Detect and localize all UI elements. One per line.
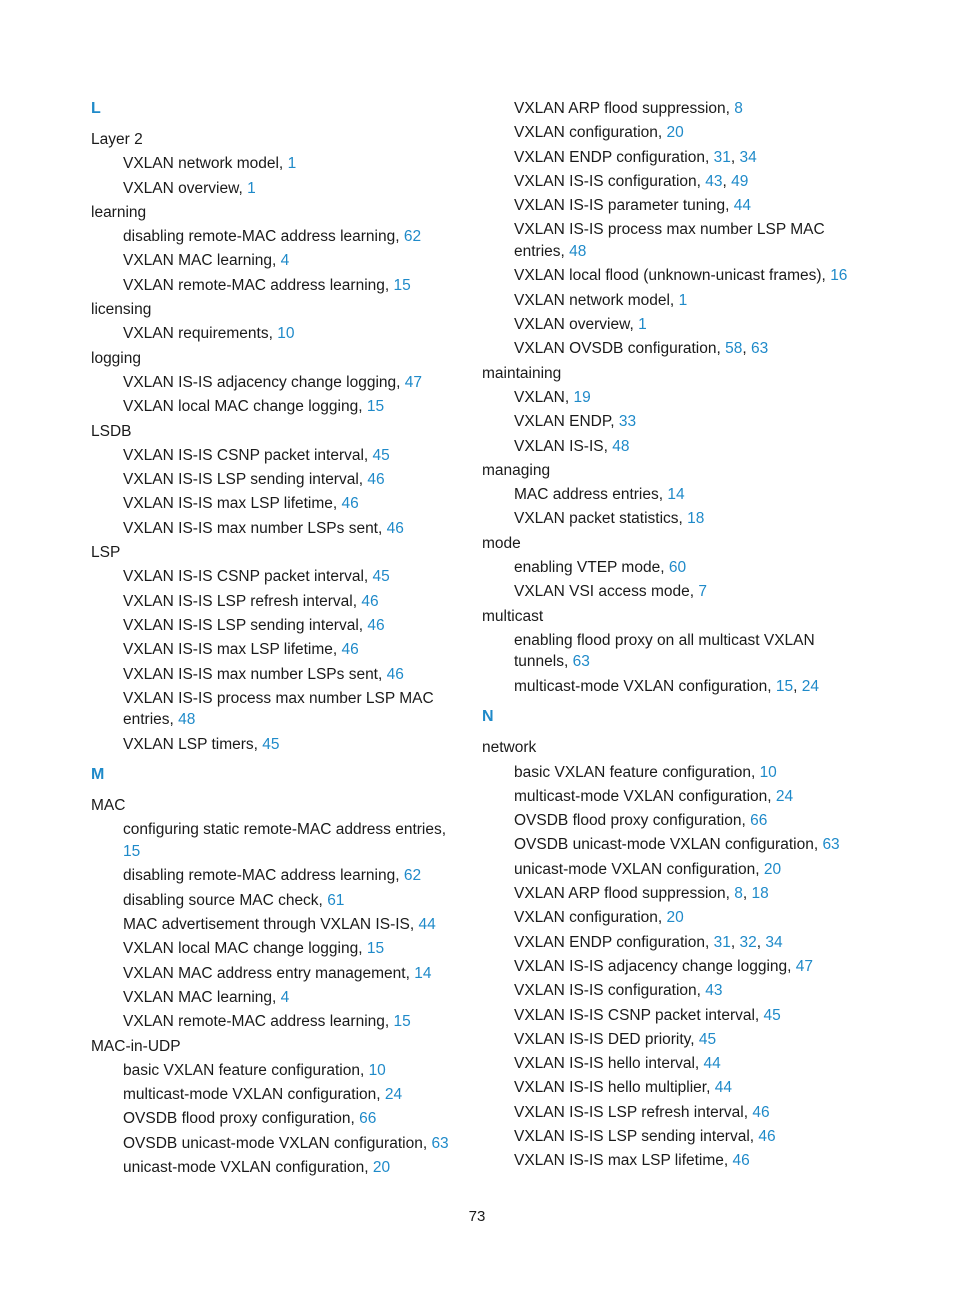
page-link[interactable]: 44 — [418, 916, 436, 934]
page-link[interactable]: 62 — [403, 867, 422, 885]
index-subentry-label: VXLAN IS-IS CSNP packet interval, — [123, 446, 369, 464]
index-subentry — [91, 962, 466, 986]
index-term: MAC — [91, 797, 126, 815]
index-subentry-label: VXLAN ENDP, — [514, 413, 615, 431]
index-subentry — [91, 590, 466, 614]
index-term: MAC-in-UDP — [91, 1037, 181, 1055]
index-subentry — [482, 629, 857, 675]
page-link[interactable]: 47 — [404, 373, 423, 391]
index-term: multicast — [482, 607, 544, 625]
index-term: logging — [91, 349, 141, 367]
page-link[interactable]: 49 — [731, 172, 749, 190]
page-link[interactable]: 8 — [734, 100, 743, 117]
index-subentry — [482, 1076, 857, 1100]
page-link[interactable]: 31 — [713, 148, 731, 166]
page-link[interactable]: 18 — [751, 885, 769, 903]
index-subentry — [482, 483, 857, 507]
index-subentry-label: OVSDB unicast-mode VXLAN configuration, — [123, 1134, 428, 1152]
index-subentry-label: VXLAN IS-IS max LSP lifetime, — [123, 641, 338, 659]
index-subentry — [91, 152, 466, 176]
page-link[interactable]: 48 — [178, 711, 196, 729]
page-link[interactable]: 46 — [361, 592, 379, 610]
page-separator: , — [756, 933, 766, 951]
page-link[interactable]: 20 — [372, 1158, 391, 1176]
page-link[interactable]: 44 — [703, 1055, 721, 1073]
index-subentry — [91, 614, 466, 638]
index-subentry — [482, 1101, 857, 1125]
index-subentry-label: VXLAN IS-IS CSNP packet interval, — [514, 1006, 760, 1024]
page-link[interactable]: 14 — [667, 486, 685, 504]
index-subentry — [91, 177, 466, 201]
index-subentry-label: disabling remote-MAC address learning, — [123, 867, 400, 885]
index-subentry — [91, 733, 466, 757]
page-link[interactable]: 4 — [280, 988, 290, 1006]
page-link[interactable]: 62 — [403, 228, 422, 246]
page-link[interactable]: 47 — [795, 957, 814, 975]
index-letter-heading: L — [91, 100, 101, 117]
index-subentry-label: VXLAN IS-IS hello multiplier, — [514, 1079, 711, 1097]
index-subentry-label: VXLAN IS-IS parameter tuning, — [514, 197, 730, 215]
index-subentry-label: VXLAN ARP flood suppression, — [514, 885, 730, 903]
page-link[interactable]: 63 — [431, 1134, 449, 1152]
page-link[interactable]: 20 — [666, 124, 684, 142]
index-term: managing — [482, 461, 551, 479]
index-subentry — [482, 170, 857, 194]
index-term: network — [482, 739, 537, 757]
page-link[interactable]: 63 — [572, 653, 590, 671]
page-link[interactable]: 46 — [367, 471, 385, 489]
page-link[interactable]: 44 — [733, 197, 751, 215]
index-subentry-label: VXLAN network model, — [123, 155, 284, 173]
index-subentry-label: multicast-mode VXLAN configuration, — [514, 677, 772, 695]
page-link[interactable]: 8 — [734, 885, 743, 903]
index-term: licensing — [91, 301, 152, 319]
index-subentry — [91, 663, 466, 687]
page-link[interactable]: 19 — [573, 388, 591, 406]
index-subentry — [91, 889, 466, 913]
page-link[interactable]: 33 — [618, 413, 637, 431]
index-subentry-label: VXLAN IS-IS LSP sending interval, — [514, 1127, 755, 1145]
index-subentry — [91, 913, 466, 937]
page-link[interactable]: 32 — [739, 933, 757, 951]
index-subentry — [482, 289, 857, 313]
index-subentry-label: VXLAN MAC learning, — [123, 988, 277, 1006]
page-link[interactable]: 1 — [247, 179, 256, 197]
page-link[interactable]: 66 — [750, 812, 768, 830]
index-subentry-label: unicast-mode VXLAN configuration, — [123, 1158, 369, 1176]
page-link[interactable]: 31 — [713, 933, 731, 951]
index-subentry-label: multicast-mode VXLAN configuration, — [123, 1086, 381, 1104]
index-subentry — [482, 146, 857, 170]
index-subentry-label: VXLAN local MAC change logging, — [123, 940, 363, 958]
index-subentry-label: multicast-mode VXLAN configuration, — [514, 787, 772, 805]
index-term: maintaining — [482, 364, 562, 382]
index-subentry-label: VXLAN, — [514, 388, 570, 406]
index-subentry — [482, 833, 857, 857]
index-subentry-label: VXLAN IS-IS LSP refresh interval, — [514, 1103, 749, 1121]
page-link[interactable]: 20 — [763, 860, 782, 878]
page-link[interactable]: 45 — [372, 446, 390, 464]
index-subentry-label: VXLAN overview, — [514, 316, 634, 334]
index-subentry-label: VXLAN IS-IS LSP refresh interval, — [123, 592, 358, 610]
index-subentry — [482, 194, 857, 218]
index-subentry-label: VXLAN IS-IS process max number LSP MAC entries, — [123, 689, 434, 729]
page-link[interactable]: 15 — [366, 940, 385, 958]
index-subentry-label: VXLAN VSI access mode, — [514, 583, 695, 601]
index-letter-heading: N — [482, 708, 494, 726]
index-subentry-label: configuring static remote-MAC address entries, — [123, 821, 447, 839]
index-subentry-label: VXLAN IS-IS DED priority, — [514, 1030, 695, 1048]
index-subentry-label: unicast-mode VXLAN configuration, — [514, 860, 760, 878]
index-subentry — [91, 687, 466, 733]
page-link[interactable]: 34 — [739, 148, 757, 166]
index-term: Layer 2 — [91, 131, 143, 148]
index-subentry-label: VXLAN LSP timers, — [123, 735, 258, 753]
index-subentry — [91, 986, 466, 1010]
index-subentry-label: MAC advertisement through VXLAN IS-IS, — [123, 916, 415, 934]
page-link[interactable]: 43 — [705, 172, 723, 190]
index-column-left — [91, 97, 466, 1180]
index-subentry-label: VXLAN IS-IS max LSP lifetime, — [123, 495, 338, 513]
index-subentry-label: enabling flood proxy on all multicast VXLAN tunnels, — [514, 631, 815, 671]
index-subentry — [482, 386, 857, 410]
index-subentry — [482, 313, 857, 337]
page-link[interactable]: 1 — [678, 291, 688, 309]
index-subentry — [91, 937, 466, 961]
page-link[interactable]: 34 — [765, 933, 783, 951]
page-link[interactable]: 46 — [341, 641, 359, 659]
page-link[interactable]: 46 — [386, 519, 404, 537]
index-subentry — [91, 492, 466, 516]
page-link[interactable]: 63 — [750, 340, 769, 358]
index-subentry — [482, 410, 857, 434]
page-link[interactable]: 10 — [368, 1061, 386, 1079]
index-subentry-label: VXLAN configuration, — [514, 909, 663, 927]
index-term: learning — [91, 203, 147, 221]
page-link[interactable]: 7 — [698, 583, 707, 601]
index-subentry — [91, 1156, 466, 1180]
page-separator: , — [730, 148, 740, 166]
index-subentry-label: VXLAN MAC learning, — [123, 252, 277, 270]
index-subentry — [91, 322, 466, 346]
index-column-right — [482, 97, 857, 1174]
index-subentry — [91, 565, 466, 589]
index-subentry — [91, 371, 466, 395]
page-separator: , — [793, 677, 802, 695]
index-subentry — [91, 1083, 466, 1107]
page-link[interactable]: 46 — [732, 1152, 750, 1170]
page-link[interactable]: 48 — [569, 242, 587, 260]
index-subentry — [482, 1028, 857, 1052]
index-subentry — [482, 264, 857, 288]
page-link[interactable]: 15 — [366, 398, 385, 416]
index-subentry-label: VXLAN IS-IS, — [514, 437, 608, 455]
index-subentry — [482, 556, 857, 580]
page-link[interactable]: 4 — [280, 252, 290, 270]
index-subentry — [91, 818, 466, 864]
index-subentry-label: VXLAN IS-IS process max number LSP MAC entries, — [514, 221, 825, 260]
page-link[interactable]: 46 — [367, 616, 385, 634]
page-link[interactable]: 45 — [763, 1006, 781, 1024]
index-subentry — [482, 785, 857, 809]
index-subentry-label: VXLAN IS-IS max number LSPs sent, — [123, 519, 383, 537]
index-subentry-label: VXLAN IS-IS LSP sending interval, — [123, 471, 364, 489]
index-subentry-label: VXLAN network model, — [514, 291, 675, 309]
page-link[interactable]: 48 — [612, 437, 630, 455]
page-link[interactable]: 10 — [277, 325, 295, 343]
page-link[interactable]: 14 — [414, 964, 432, 982]
index-subentry — [91, 638, 466, 662]
page-link[interactable]: 1 — [638, 316, 647, 334]
index-subentry-label: VXLAN requirements, — [123, 325, 273, 343]
index-subentry — [91, 225, 466, 249]
index-subentry — [482, 1125, 857, 1149]
index-subentry — [482, 858, 857, 882]
index-subentry — [482, 121, 857, 145]
index-subentry — [91, 1059, 466, 1083]
page-link[interactable]: 45 — [372, 568, 390, 586]
page-link[interactable]: 46 — [758, 1127, 776, 1145]
page-separator: , — [742, 885, 752, 903]
index-subentry-label: VXLAN ENDP configuration, — [514, 148, 710, 166]
index-subentry-label: VXLAN overview, — [123, 179, 243, 197]
page-separator: , — [742, 340, 751, 358]
page-link[interactable]: 24 — [384, 1086, 403, 1104]
index-subentry-label: VXLAN IS-IS max LSP lifetime, — [514, 1152, 729, 1170]
index-subentry — [482, 882, 857, 906]
index-subentry — [482, 809, 857, 833]
index-subentry — [482, 675, 857, 699]
index-subentry-label: enabling VTEP mode, — [514, 559, 665, 577]
index-subentry-label: basic VXLAN feature configuration, — [123, 1061, 365, 1079]
index-subentry-label: OVSDB flood proxy configuration, — [514, 812, 746, 830]
index-subentry-label: VXLAN IS-IS max number LSPs sent, — [123, 665, 383, 683]
index-subentry-label: VXLAN packet statistics, — [514, 510, 683, 528]
index-subentry-label: basic VXLAN feature configuration, — [514, 763, 756, 781]
page-link[interactable]: 58 — [725, 340, 743, 358]
page-link[interactable]: 44 — [714, 1079, 732, 1097]
index-subentry — [482, 979, 857, 1003]
index-subentry-label: VXLAN local MAC change logging, — [123, 398, 363, 416]
index-subentry — [482, 507, 857, 531]
index-subentry — [91, 249, 466, 273]
index-subentry — [482, 1149, 857, 1173]
index-subentry — [91, 444, 466, 468]
index-subentry — [91, 517, 466, 541]
page-link[interactable]: 16 — [830, 267, 848, 285]
index-subentry — [482, 97, 857, 121]
page-link[interactable]: 15 — [123, 842, 141, 860]
index-subentry-label: VXLAN configuration, — [514, 124, 663, 142]
index-subentry — [91, 274, 466, 298]
index-subentry — [91, 1010, 466, 1034]
index-subentry-label: disabling source MAC check, — [123, 891, 323, 909]
index-subentry — [482, 337, 857, 361]
index-subentry-label: VXLAN OVSDB configuration, — [514, 340, 721, 358]
index-subentry — [482, 580, 857, 604]
page-link[interactable]: 45 — [698, 1030, 717, 1048]
index-subentry-label: VXLAN IS-IS CSNP packet interval, — [123, 568, 369, 586]
index-subentry-label: VXLAN IS-IS configuration, — [514, 982, 701, 1000]
page-link[interactable]: 15 — [393, 1013, 411, 1031]
page-link[interactable]: 18 — [687, 510, 705, 528]
index-subentry-label: VXLAN IS-IS configuration, — [514, 172, 701, 190]
index-subentry-label: VXLAN remote-MAC address learning, — [123, 1013, 390, 1031]
index-subentry — [482, 435, 857, 459]
index-subentry-label: VXLAN ENDP configuration, — [514, 933, 710, 951]
index-subentry — [482, 906, 857, 930]
page-link[interactable]: 46 — [386, 665, 404, 683]
page-separator: , — [730, 933, 740, 951]
page-link[interactable]: 15 — [775, 677, 794, 695]
index-subentry — [91, 1107, 466, 1131]
index-subentry — [482, 761, 857, 785]
index-subentry-label: VXLAN IS-IS hello interval, — [514, 1055, 700, 1073]
page-link[interactable]: 61 — [327, 891, 345, 909]
index-subentry-label: VXLAN IS-IS LSP sending interval, — [123, 616, 364, 634]
index-subentry — [91, 1132, 466, 1156]
index-subentry — [482, 218, 857, 264]
page-link[interactable]: 63 — [822, 836, 840, 854]
index-subentry-label: VXLAN IS-IS adjacency change logging, — [514, 957, 792, 975]
page-link[interactable]: 45 — [262, 735, 280, 753]
page-link[interactable]: 43 — [705, 982, 723, 1000]
index-subentry-label: disabling remote-MAC address learning, — [123, 228, 400, 246]
page-link[interactable]: 46 — [341, 495, 359, 513]
page-number: 73 — [468, 1208, 486, 1225]
index-subentry — [91, 395, 466, 419]
page-link[interactable]: 24 — [801, 677, 820, 695]
index-term: LSP — [91, 544, 121, 562]
page-separator: , — [722, 172, 732, 190]
page-link[interactable]: 46 — [752, 1103, 770, 1121]
index-subentry-label: MAC address entries, — [514, 486, 664, 504]
page-link[interactable]: 1 — [287, 155, 297, 173]
page-link[interactable]: 10 — [759, 763, 777, 781]
index-subentry — [482, 931, 857, 955]
index-subentry-label: VXLAN MAC address entry management, — [123, 964, 410, 982]
index-subentry-label: VXLAN ARP flood suppression, — [514, 100, 730, 117]
index-term: LSDB — [91, 422, 132, 440]
index-subentry — [482, 1004, 857, 1028]
index-letter-heading: M — [91, 766, 105, 784]
index-subentry-label: VXLAN local flood (unknown-unicast frames), — [514, 267, 826, 285]
page-link[interactable]: 20 — [666, 909, 684, 927]
page-link[interactable]: 15 — [393, 276, 411, 294]
index-subentry — [91, 864, 466, 888]
index-subentry — [91, 468, 466, 492]
index-subentry — [482, 955, 857, 979]
index-subentry-label: VXLAN IS-IS adjacency change logging, — [123, 373, 401, 391]
page-link[interactable]: 60 — [668, 559, 687, 577]
index-subentry — [482, 1052, 857, 1076]
index-subentry-label: VXLAN remote-MAC address learning, — [123, 276, 390, 294]
page-link[interactable]: 24 — [775, 787, 794, 805]
index-term: mode — [482, 534, 521, 552]
page-link[interactable]: 66 — [359, 1110, 377, 1128]
index-subentry-label: OVSDB unicast-mode VXLAN configuration, — [514, 836, 819, 854]
index-subentry-label: OVSDB flood proxy configuration, — [123, 1110, 355, 1128]
